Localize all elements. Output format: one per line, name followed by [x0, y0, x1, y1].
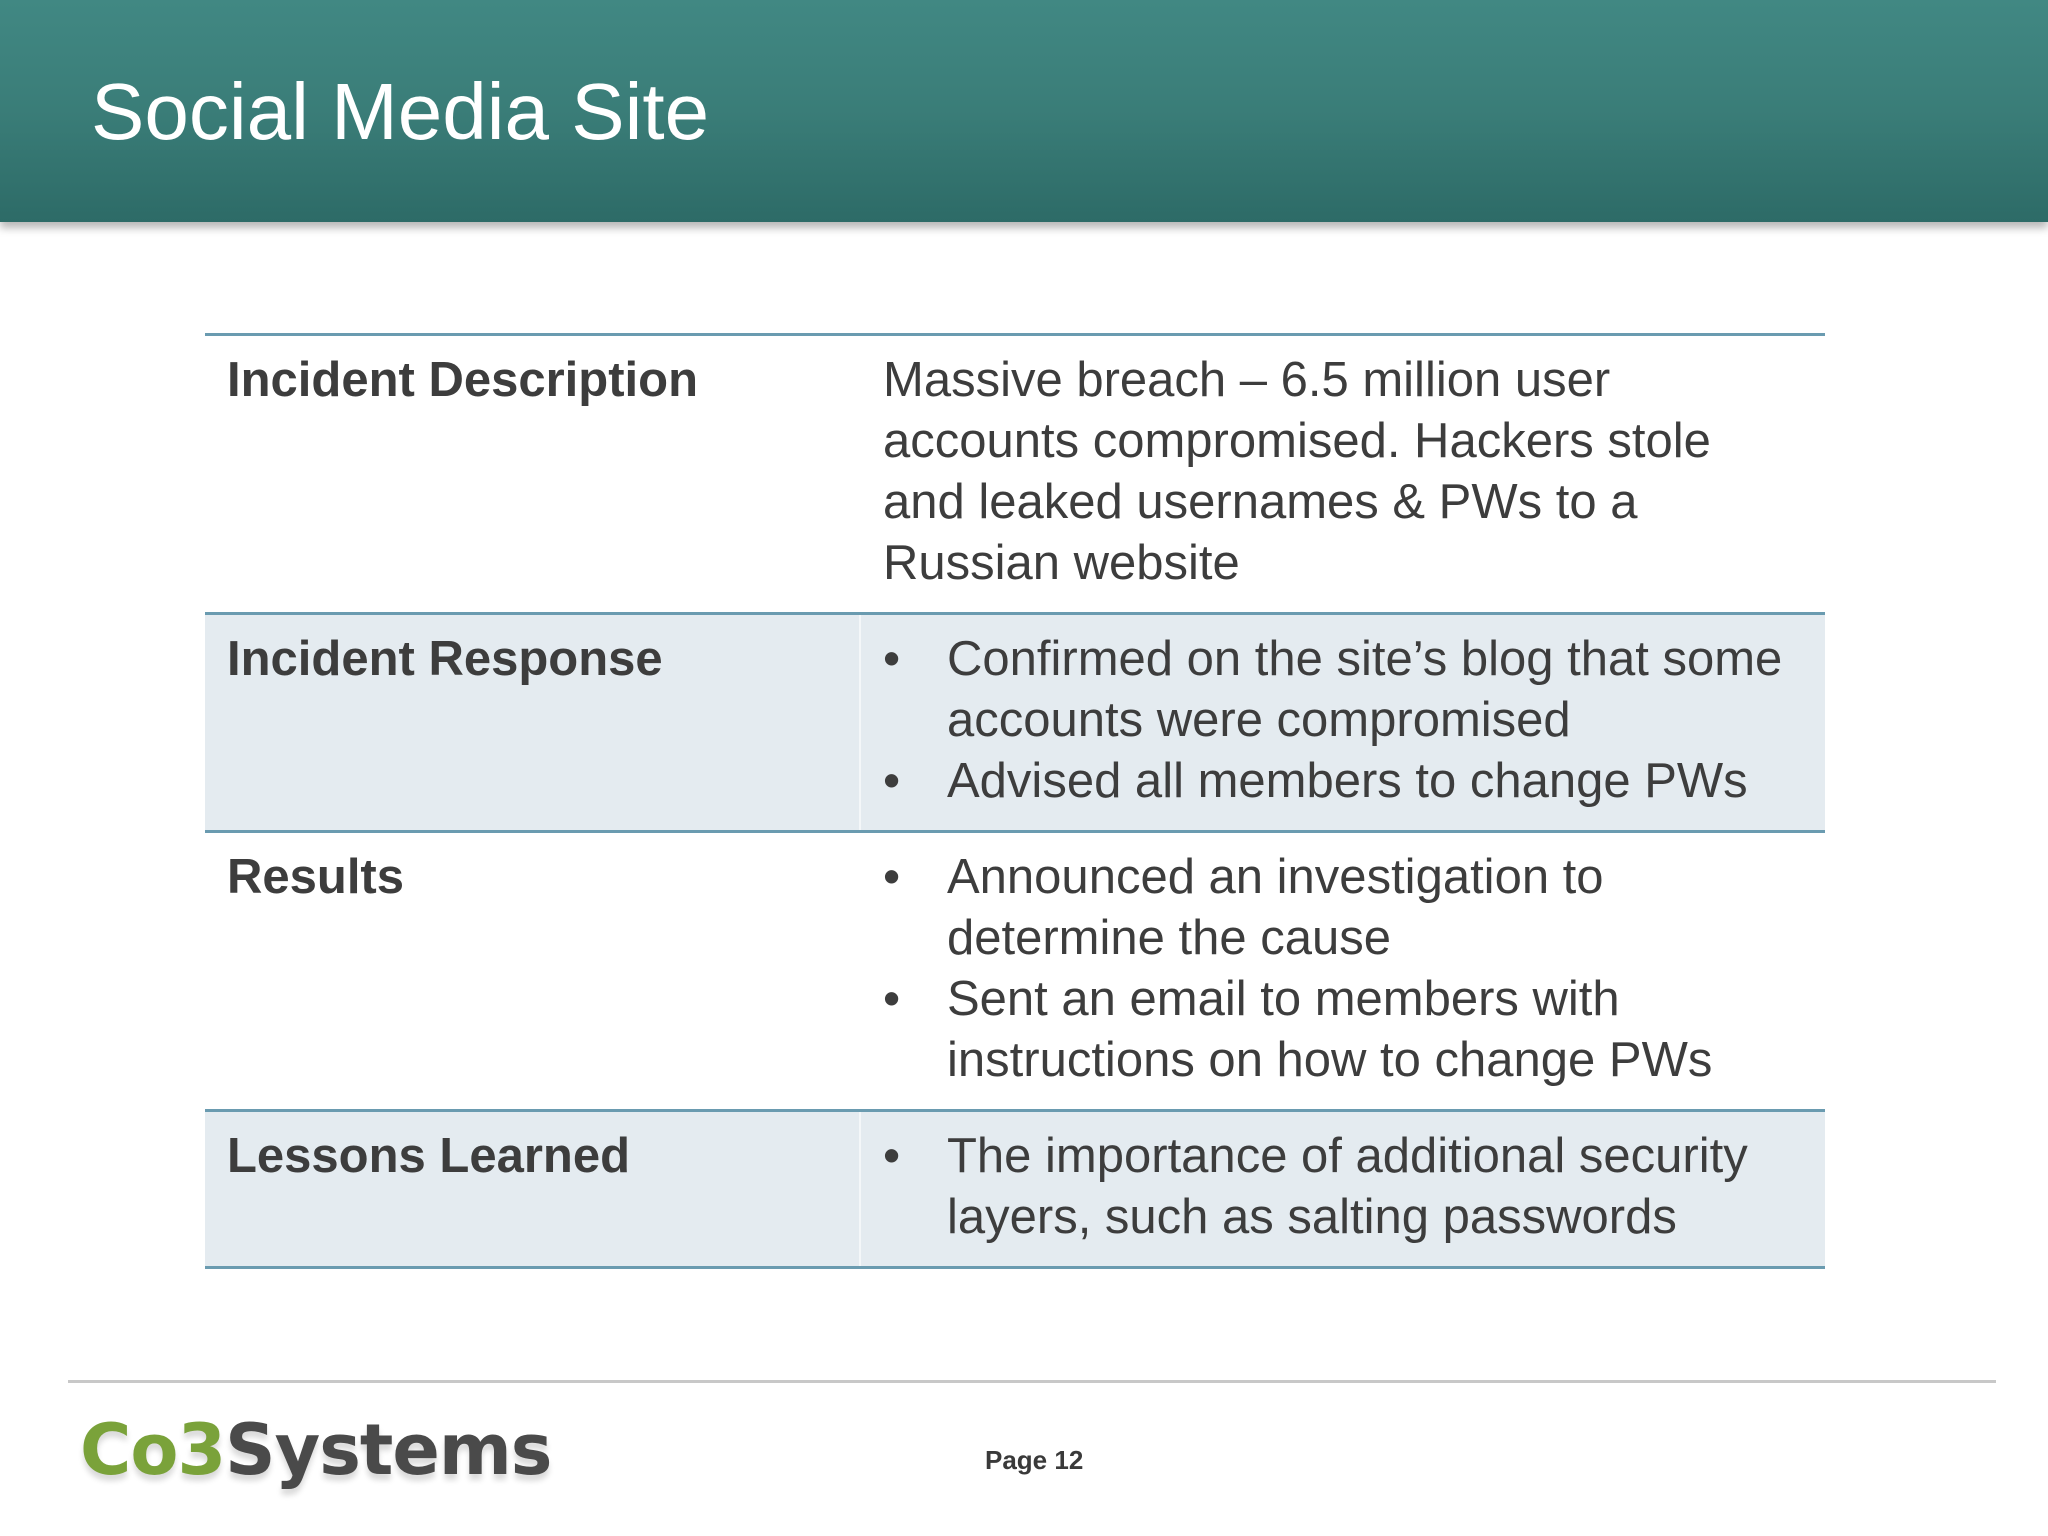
footer-divider: [68, 1380, 1996, 1383]
list-item: [883, 629, 1805, 751]
row-content: [861, 833, 1825, 1109]
list-item-text: Announced an investigation to determine the cause: [947, 850, 1604, 965]
row-content: [861, 336, 1825, 612]
incident-table: [205, 333, 1825, 1269]
list-item-text: Sent an email to members with instructions on how to change PWs: [947, 972, 1713, 1087]
table-row: [205, 1109, 1825, 1266]
table-row: [205, 336, 1825, 612]
row-content: [861, 1112, 1825, 1266]
row-content: [861, 615, 1825, 830]
table-row: [205, 612, 1825, 830]
bullet-icon: •: [883, 754, 901, 808]
page-number: Page 12: [985, 1445, 1084, 1475]
row-label: Lessons Learned: [205, 1112, 861, 1266]
bullet-list: [861, 847, 1805, 1091]
logo-co3-text: Co3: [80, 1409, 226, 1491]
bullet-list: [861, 1126, 1805, 1248]
table-row: [205, 830, 1825, 1109]
list-item: [883, 1126, 1805, 1248]
slide-header: [0, 0, 2048, 222]
bullet-icon: •: [883, 632, 901, 686]
logo-systems-text: Systems: [225, 1409, 552, 1491]
row-label: Incident Response: [205, 615, 861, 830]
row-label: Results: [227, 850, 405, 904]
bullet-icon: •: [883, 972, 901, 1026]
company-logo: [80, 1405, 551, 1495]
list-item: [883, 969, 1805, 1091]
list-item: [883, 847, 1805, 969]
description-text: Massive breach – 6.5 million user accounts compromised. Hackers stole and leaked usernames & PWs to a Russian website: [883, 353, 1711, 590]
list-item-text: Confirmed on the site’s blog that some accounts were compromised: [947, 632, 1783, 747]
list-item: [883, 751, 1805, 812]
list-item-text: Advised all members to change PWs: [947, 754, 1748, 808]
bullet-list: [861, 629, 1805, 812]
bullet-icon: •: [883, 1129, 901, 1183]
bullet-icon: •: [883, 850, 901, 904]
slide-title: Social Media Site: [91, 67, 710, 156]
list-item-text: The importance of additional security layers, such as salting passwords: [947, 1129, 1748, 1244]
row-label: Incident Description: [227, 353, 699, 407]
